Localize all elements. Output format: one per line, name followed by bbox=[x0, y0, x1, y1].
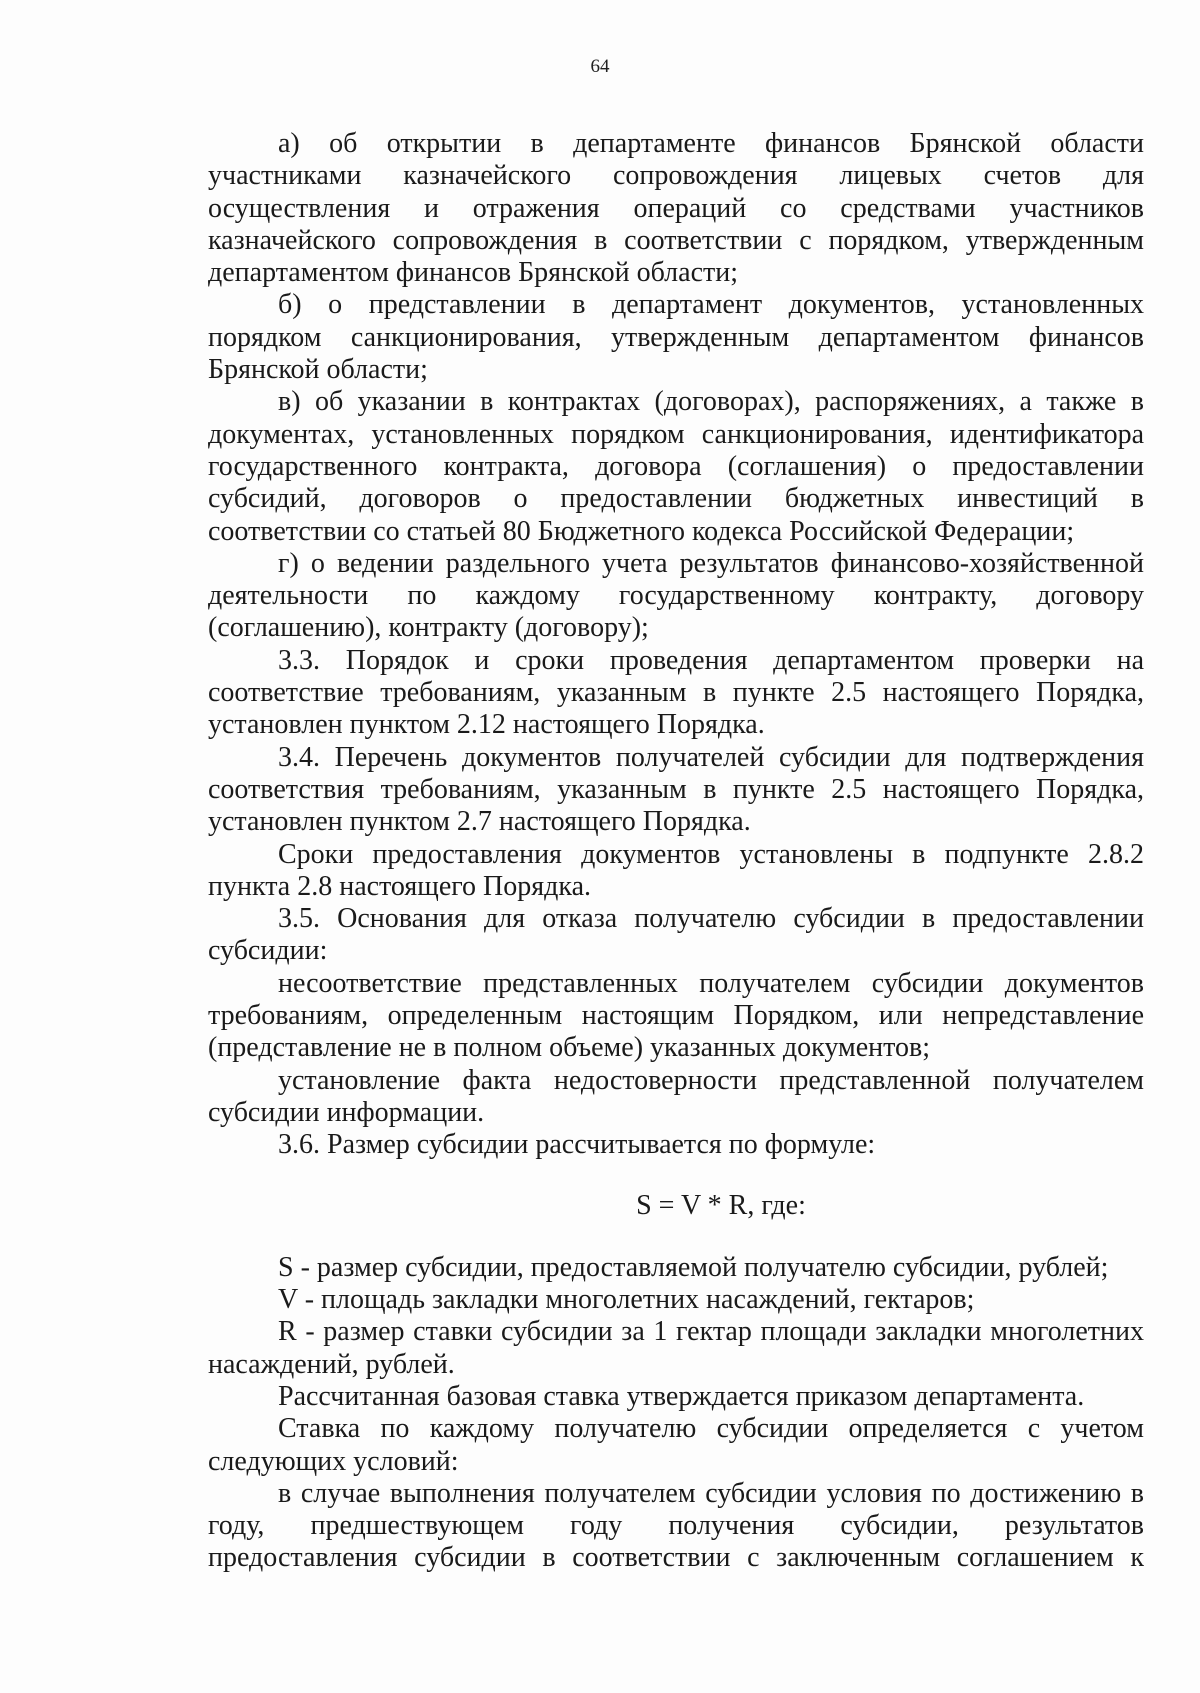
paragraph-3-5: 3.5. Основания для отказа получателю субсидии в предоставлении субсидии: bbox=[208, 903, 1144, 967]
paragraph-3-3: 3.3. Порядок и сроки проведения департаментом проверки на соответствие требованиям, указанным в пункте 2.5 настоящего Порядка, установлен пунктом 2.12 настоящего Порядка. bbox=[208, 644, 1144, 741]
paragraph-g: г) о ведении раздельного учета результатов финансово-хозяйственной деятельности по каждому государственному контракту, договору (соглашению), контракту (договору); bbox=[208, 547, 1144, 644]
document-body bbox=[208, 128, 1144, 1575]
paragraph-deadlines: Сроки предоставления документов установлены в подпункте 2.8.2 пункта 2.8 настоящего Порядка. bbox=[208, 838, 1144, 902]
subsidy-formula: S = V * R, где: bbox=[636, 1189, 806, 1221]
paragraph-rate-conditions: Ставка по каждому получателю субсидии определяется с учетом следующих условий: bbox=[208, 1413, 1144, 1477]
paragraph-refusal-reason-1: несоответствие представленных получателем субсидии документов требованиям, определенным настоящим Порядком, или непредставление (представление не в полном объеме) указанных документов; bbox=[208, 967, 1144, 1064]
paragraph-3-4: 3.4. Перечень документов получателей субсидии для подтверждения соответствия требованиям, указанным в пункте 2.5 настоящего Порядка, установлен пунктом 2.7 настоящего Порядка. bbox=[208, 741, 1144, 838]
paragraph-refusal-reason-2: установление факта недостоверности представленной получателем субсидии информации. bbox=[208, 1064, 1144, 1128]
paragraph-base-rate: Рассчитанная базовая ставка утверждается приказом департамента. bbox=[278, 1380, 1085, 1412]
paragraph-condition-1: в случае выполнения получателем субсидии условия по достижению в году, предшествующем году получения субсидии, результатов предоставления субсидии в соответствии с заключенным соглашением к bbox=[208, 1477, 1144, 1574]
definition-v: V - площадь закладки многолетних насаждений, гектаров; bbox=[278, 1284, 975, 1316]
page-number: 64 bbox=[590, 56, 610, 77]
definition-s: S - размер субсидии, предоставляемой получателю субсидии, рублей; bbox=[278, 1251, 1109, 1283]
paragraph-a: а) об открытии в департаменте финансов Брянской области участниками казначейского сопровождения лицевых счетов для осуществления и отражения операций со средствами участников казначейского сопровождения в соответствии с порядком, утвержденным департаментом финансов Брянской области; bbox=[208, 128, 1144, 289]
definition-r: R - размер ставки субсидии за 1 гектар площади закладки многолетних насаждений, рублей. bbox=[208, 1316, 1144, 1380]
paragraph-3-6: 3.6. Размер субсидии рассчитывается по формуле: bbox=[278, 1129, 876, 1161]
paragraph-v: в) об указании в контрактах (договорах), распоряжениях, а также в документах, установленных порядком санкционирования, идентификатора государственного контракта, договора (соглашения) о предоставлении субсидий, договоров о предоставлении бюджетных инвестиций в соответствии со статьей 80 Бюджетного кодекса Российской Федерации; bbox=[208, 386, 1144, 547]
paragraph-b: б) о представлении в департамент документов, установленных порядком санкционирования, утвержденным департаментом финансов Брянской области; bbox=[208, 289, 1144, 386]
